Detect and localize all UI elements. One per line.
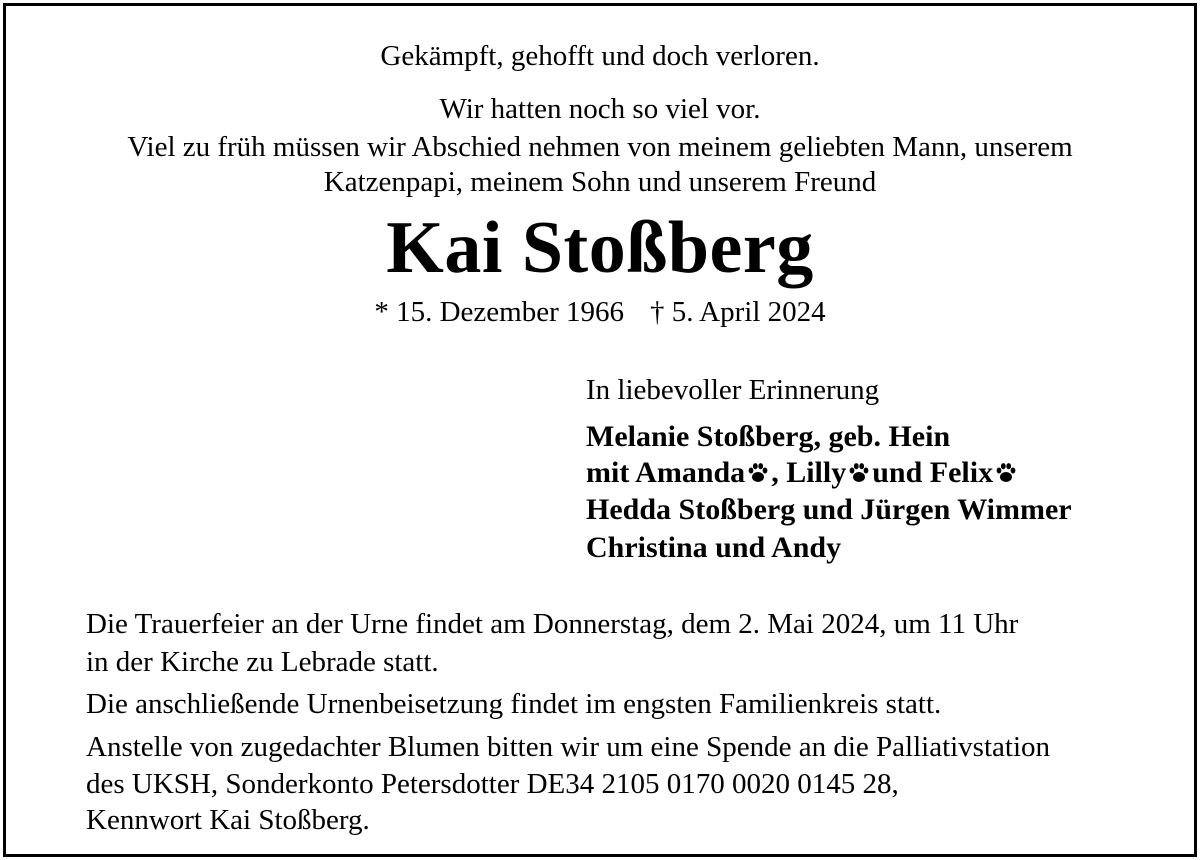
paw-icon bbox=[746, 461, 770, 485]
ceremony-line-1: Die Trauerfeier an der Urne findet am Donnerstag, dem 2. Mai 2024, um 11 Uhr bbox=[86, 608, 1019, 640]
mourner-line-4: Christina und Andy bbox=[586, 531, 842, 564]
birth-date: * 15. Dezember 1966 bbox=[374, 296, 625, 328]
life-dates bbox=[6, 298, 1194, 327]
burial-line: Die anschließende Urnenbeisetzung findet im engsten Familienkreis statt. bbox=[86, 688, 942, 720]
intro-line-1: Gekämpft, gehofft und doch verloren. bbox=[380, 40, 820, 72]
mourner-line-2-part-3: und Felix bbox=[872, 456, 994, 489]
mourner-line-1: Melanie Stoßberg, geb. Hein bbox=[586, 420, 951, 453]
mourner-line-2 bbox=[586, 458, 1019, 488]
donation-line-3: Kennwort Kai Stoßberg. bbox=[86, 804, 370, 836]
deceased-name: Kai Stoßberg bbox=[386, 207, 814, 289]
intro-line-2: Wir hatten noch so viel vor. bbox=[439, 93, 761, 125]
ceremony-line-2: in der Kirche zu Lebrade statt. bbox=[86, 646, 439, 678]
paw-icon bbox=[847, 461, 871, 485]
mourner-line-2-part-2: , Lilly bbox=[771, 456, 847, 489]
obituary-notice bbox=[3, 3, 1197, 857]
memory-heading: In liebevoller Erinnerung bbox=[586, 374, 880, 406]
intro-line-4: Katzenpapi, meinem Sohn und unserem Freund bbox=[323, 166, 877, 198]
mourner-line-2-part-1: mit Amanda bbox=[586, 456, 746, 489]
mourner-line-3: Hedda Stoßberg und Jürgen Wimmer bbox=[586, 493, 1072, 526]
intro-line-3: Viel zu früh müssen wir Abschied nehmen von meinem geliebten Mann, unserem bbox=[127, 131, 1073, 163]
donation-line-1: Anstelle von zugedachter Blumen bitten wir um eine Spende an die Palliativstation bbox=[86, 731, 1051, 763]
death-date: † 5. April 2024 bbox=[650, 296, 826, 328]
donation-line-2: des UKSH, Sonderkonto Petersdotter DE34 2105 0170 0020 0145 28, bbox=[86, 768, 899, 800]
paw-icon bbox=[994, 461, 1018, 485]
